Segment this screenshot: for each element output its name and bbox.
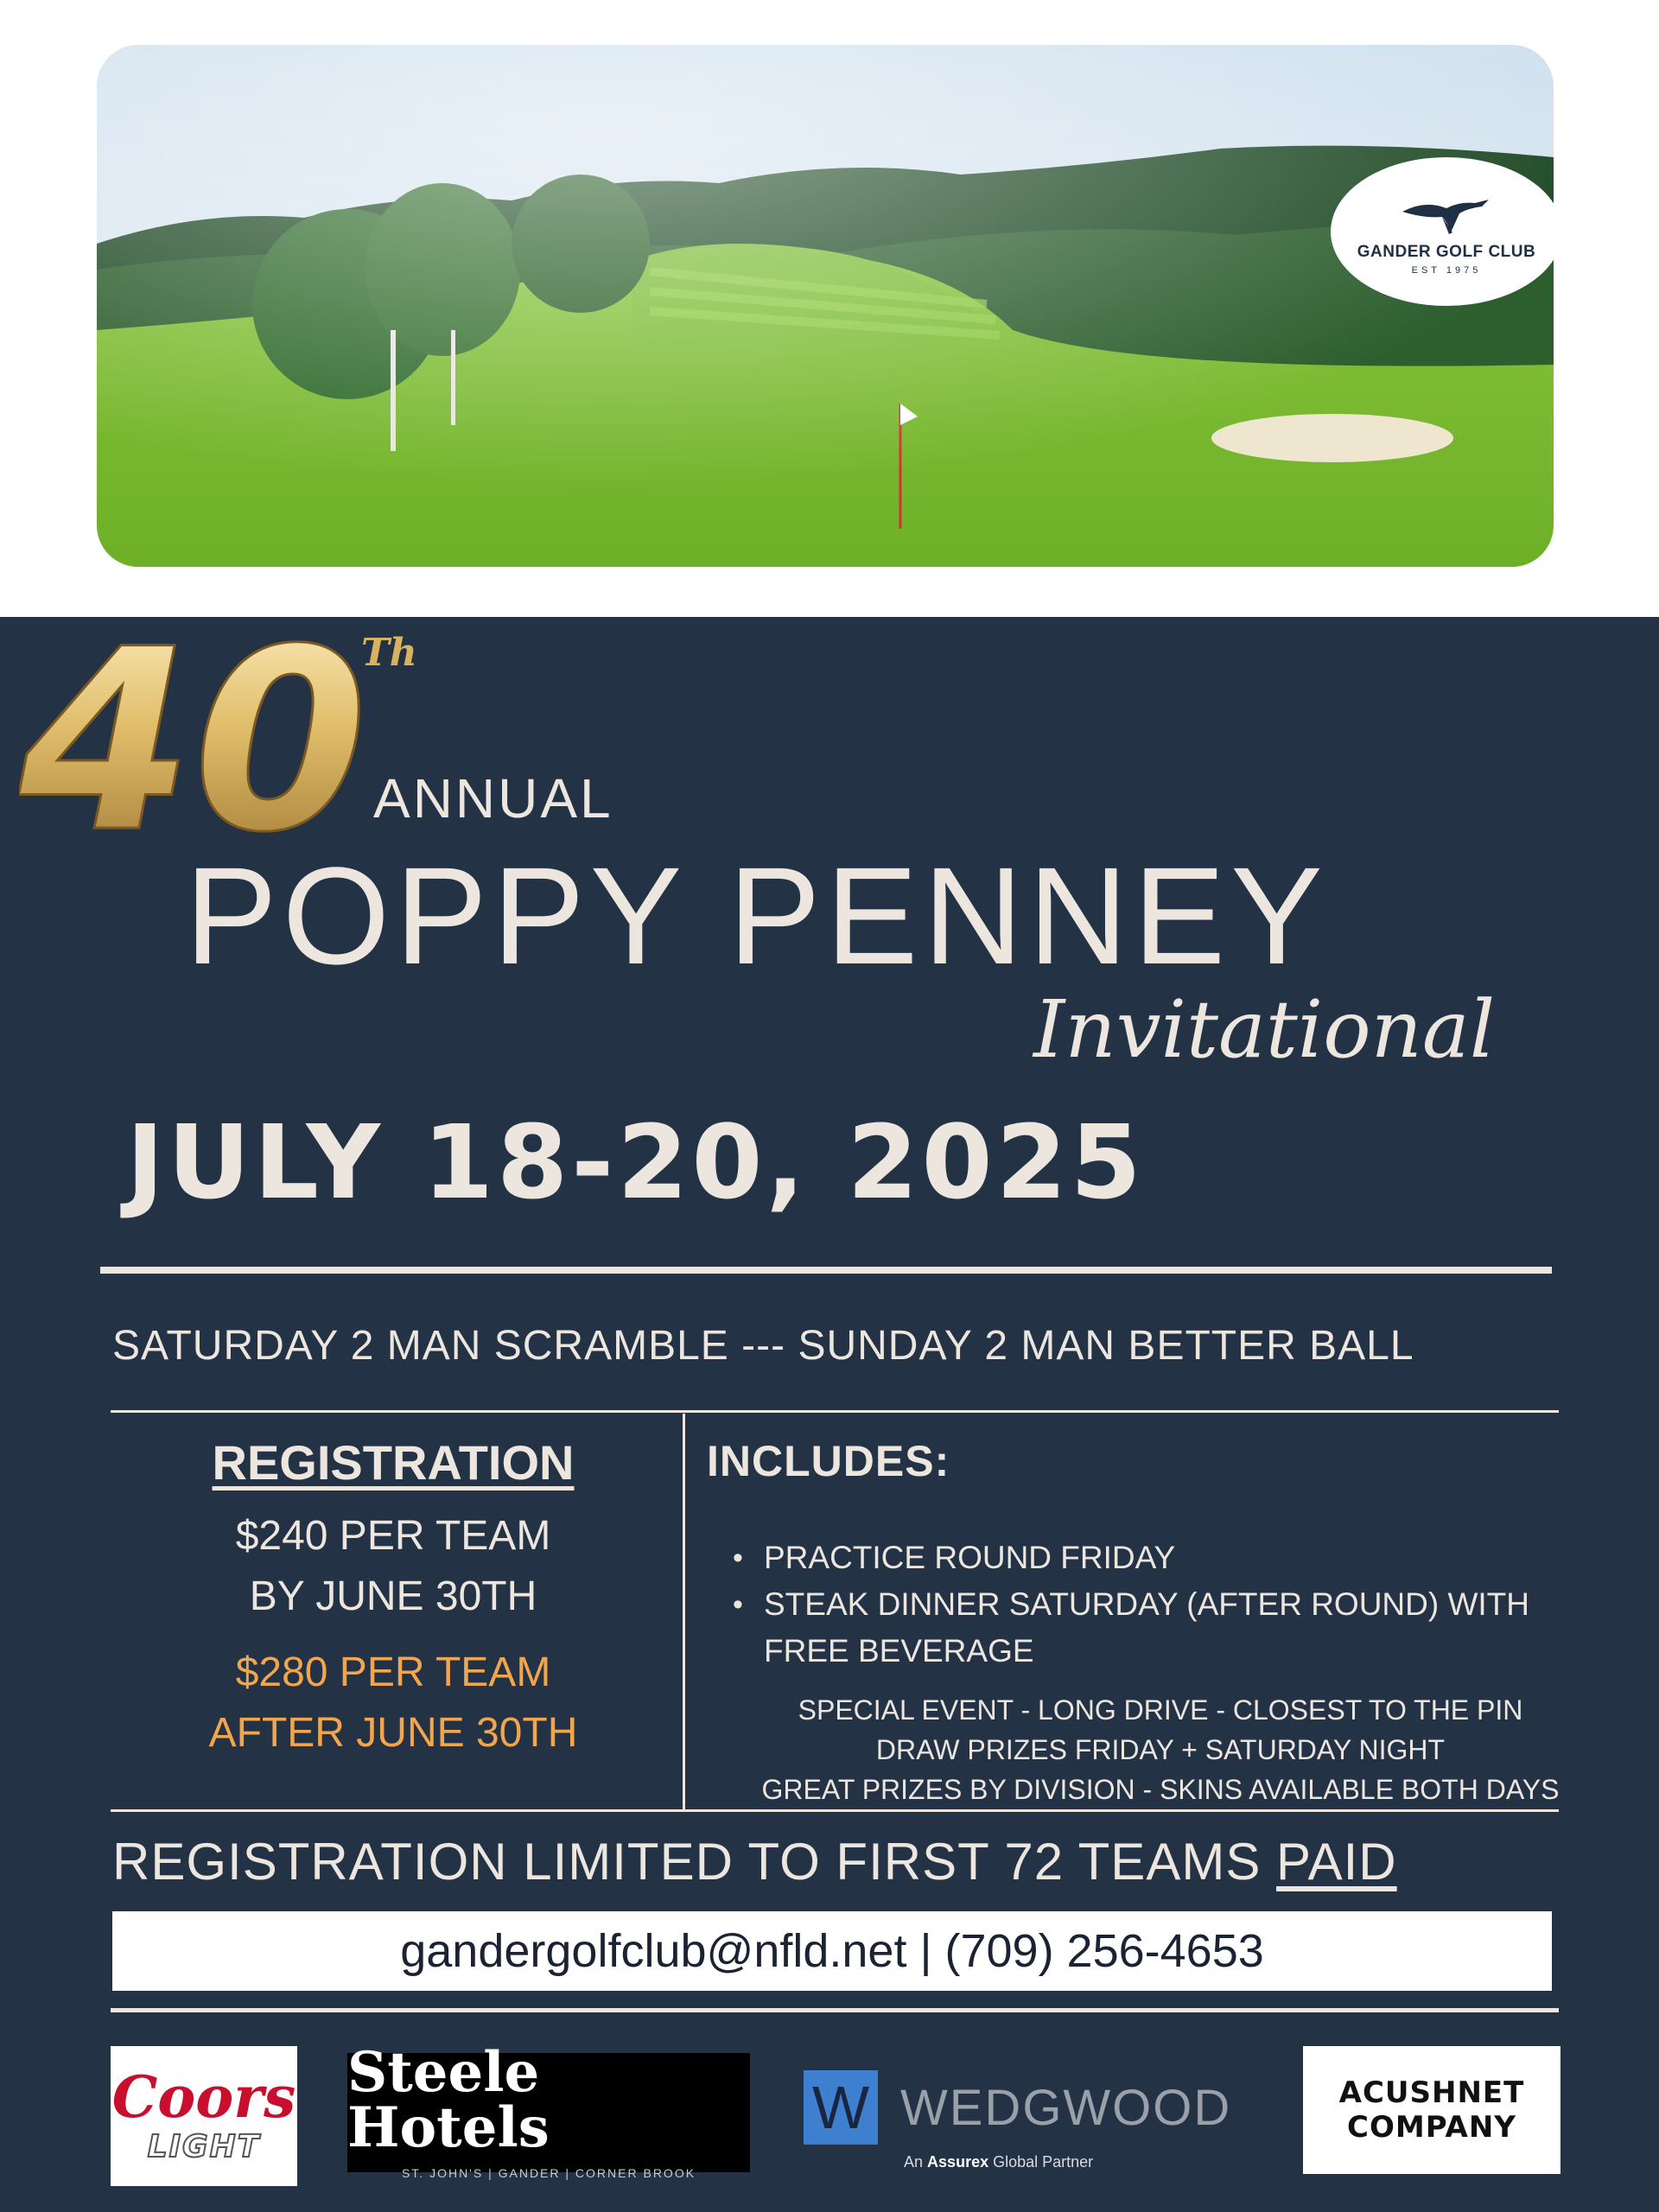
contact-box [112, 1911, 1552, 1991]
list-item: • STEAK DINNER SATURDAY (AFTER ROUND) WITH FREE BEVERAGE [733, 1581, 1614, 1675]
contact-info[interactable]: gandergolfclub@nfld.net | (709) 256-4653 [400, 1925, 1264, 1977]
limit-text: REGISTRATION LIMITED TO FIRST 72 TEAMS [112, 1833, 1262, 1891]
tagline-brand: Assurex [927, 2153, 989, 2171]
wedgwood-logo [804, 2070, 1236, 2174]
divider-top [100, 1267, 1552, 1274]
club-established: EST 1975 [1411, 265, 1482, 276]
club-name: GANDER GOLF CLUB [1357, 243, 1536, 261]
steele-locations: ST. JOHN'S | GANDER | CORNER BROOK [401, 2166, 696, 2180]
divider-bottom [111, 1809, 1559, 1812]
wedgwood-tagline [904, 2153, 1236, 2171]
gander-golf-club-logo [1331, 157, 1554, 306]
steele-hotels-logo [347, 2040, 750, 2180]
registration-title: REGISTRATION [212, 1435, 575, 1490]
tagline-suffix: Global Partner [993, 2153, 1094, 2171]
wedgwood-mark: W [804, 2070, 878, 2145]
goose-icon [1399, 193, 1494, 239]
early-deadline: BY JUNE 30TH [249, 1573, 537, 1619]
limit-emphasis: PAID [1276, 1833, 1397, 1891]
acushnet-line2: COMPANY [1347, 2110, 1516, 2145]
coors-line2: LIGHT [147, 2128, 261, 2164]
extra-line: SPECIAL EVENT - LONG DRIVE - CLOSEST TO THE PIN [798, 1694, 1523, 1726]
tagline-prefix: An [904, 2153, 924, 2171]
acushnet-logo [1303, 2046, 1560, 2174]
divider-format [111, 1410, 1559, 1413]
extra-line: GREAT PRIZES BY DIVISION - SKINS AVAILABLE BOTH DAYS [761, 1774, 1560, 1805]
includes-title: INCLUDES: [707, 1437, 950, 1485]
annual-label: ANNUAL [373, 767, 613, 830]
wedgwood-name: WEDGWOOD [900, 2079, 1232, 2136]
event-subtitle: Invitational [1033, 983, 1496, 1076]
coors-light-logo [111, 2046, 297, 2186]
coors-line1: Coors [111, 2063, 296, 2131]
svg-text:40: 40 [19, 629, 368, 855]
early-price: $240 PER TEAM [235, 1513, 551, 1559]
registration-limit [112, 1832, 1397, 1891]
list-item: • PRACTICE ROUND FRIDAY [733, 1535, 1614, 1581]
extra-line: DRAW PRIZES FRIDAY + SATURDAY NIGHT [875, 1734, 1446, 1765]
event-format: SATURDAY 2 MAN SCRAMBLE --- SUNDAY 2 MAN BETTER BALL [112, 1323, 1414, 1369]
divider-vertical [683, 1414, 685, 1811]
golf-course-image [97, 45, 1554, 567]
steele-name: Steele Hotels [347, 2040, 550, 2160]
late-deadline: AFTER JUNE 30TH [208, 1710, 578, 1756]
event-dates: JULY 18-20, 2025 [126, 1103, 1145, 1222]
late-price: $280 PER TEAM [235, 1649, 551, 1695]
includes-list [733, 1535, 1614, 1675]
divider-sponsors [111, 2008, 1559, 2012]
event-name: POPPY PENNEY [185, 838, 1328, 993]
registration-section [121, 1434, 665, 1764]
course-photo [97, 45, 1554, 567]
includes-section [707, 1436, 1614, 1809]
anniversary-number [19, 629, 382, 855]
acushnet-line1: ACUSHNET [1338, 2075, 1525, 2110]
extras [707, 1690, 1614, 1809]
anniversary-suffix: Th [361, 631, 417, 675]
